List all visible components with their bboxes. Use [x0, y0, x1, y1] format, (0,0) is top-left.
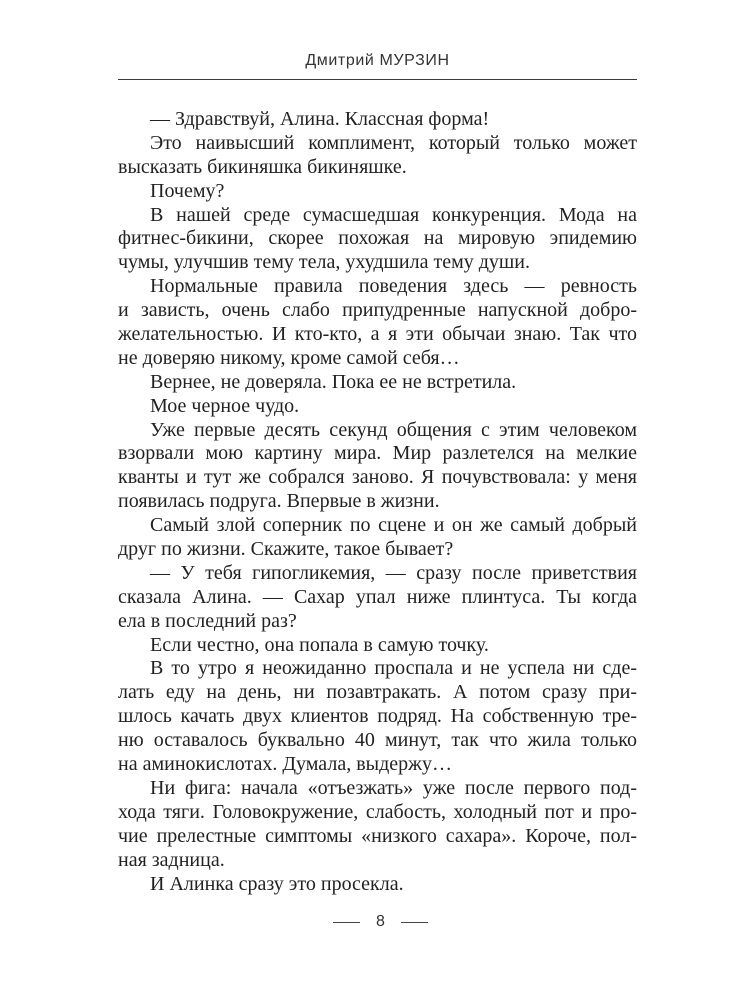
text-line: сказала Алина. — Сахар упал ниже плинтуса. Ты когда — [118, 585, 637, 608]
text-line: не доверяю никому, кроме самой себя… — [118, 346, 460, 369]
text-line: ела в последний раз? — [118, 609, 297, 632]
text-line: Уже первые десять секунд общения с этим человеком — [150, 418, 637, 441]
text-line: шлось качать двух клиентов подряд. На собственную тре- — [118, 705, 637, 728]
text-line: Если честно, она попала в самую точку. — [150, 633, 489, 656]
text-line: кванты и тут же собрался заново. Я почувствовала: у меня — [118, 466, 637, 489]
text-line: лать еду на день, ни позавтракать. А потом сразу при- — [118, 681, 637, 704]
text-line: и зависть, очень слабо припудренные напускной добро- — [118, 299, 637, 322]
paragraph — [118, 180, 637, 204]
paragraph — [118, 562, 637, 634]
running-header-author: Дмитрий МУРЗИН — [305, 52, 450, 69]
page-number: 8 — [376, 913, 385, 930]
text-line: — Здравствуй, Алина. Классная форма! — [150, 108, 490, 130]
text-line: ная задница. — [118, 848, 225, 871]
text-line: Это наивысший комплимент, который только может — [150, 131, 637, 154]
text-line: Самый злой соперник по сцене и он же самый добрый — [150, 514, 637, 537]
text-line: В то утро я неожиданно проспала и не успела ни сде- — [150, 657, 637, 680]
header-divider — [118, 79, 637, 80]
text-line: Почему? — [150, 179, 225, 202]
page-number-dash-right — [401, 922, 428, 923]
text-line: чие прелестные симптомы «низкого сахара». Короче, пол- — [118, 824, 637, 847]
paragraph — [118, 204, 637, 276]
text-line: фитнес-бикини, скорее похожая на мировую эпидемию — [118, 227, 637, 250]
text-line: И Алинка сразу это просекла. — [150, 872, 404, 895]
paragraph — [118, 371, 637, 395]
paragraph — [118, 514, 637, 562]
text-line: В нашей среде сумасшедшая конкуренция. Мода на — [150, 203, 637, 226]
paragraph — [118, 108, 637, 132]
paragraph — [118, 777, 637, 873]
text-line: Нормальные правила поведения здесь — ревность — [150, 275, 637, 298]
text-line: — У тебя гипогликемия, — сразу после приветствия — [150, 561, 637, 584]
text-line: высказать бикиняшка бикиняшке. — [118, 155, 407, 178]
paragraph — [118, 873, 637, 897]
paragraph — [118, 275, 637, 371]
text-line: взорвали мою картину мира. Мир разлетелся на мелкие — [118, 442, 637, 465]
text-line: чумы, улучшив тему тела, ухудшила тему души. — [118, 251, 531, 274]
paragraph — [118, 634, 637, 658]
text-line: хода тяги. Головокружение, слабость, холодный пот и про- — [118, 800, 637, 823]
text-line: появилась подруга. Впервые в жизни. — [118, 490, 440, 513]
text-line: ню оставалось буквально 40 минут, так что жила только — [118, 729, 637, 752]
text-line: желательностью. И кто-кто, а я эти обычаи знаю. Так что — [118, 323, 637, 346]
paragraph — [118, 395, 637, 419]
book-text-body — [118, 108, 637, 896]
text-line: Ни фига: начала «отъезжать» уже после первого под- — [150, 776, 637, 799]
text-line: Вернее, не доверяла. Пока ее не встретила. — [150, 370, 517, 393]
page-number-dash-left — [333, 922, 360, 923]
paragraph — [118, 657, 637, 776]
text-line: на аминокислотах. Думала, выдержу… — [118, 753, 452, 776]
paragraph — [118, 132, 637, 180]
text-line: друг по жизни. Скажите, такое бывает? — [118, 538, 454, 561]
paragraph — [118, 419, 637, 515]
text-line: Мое черное чудо. — [150, 394, 300, 417]
